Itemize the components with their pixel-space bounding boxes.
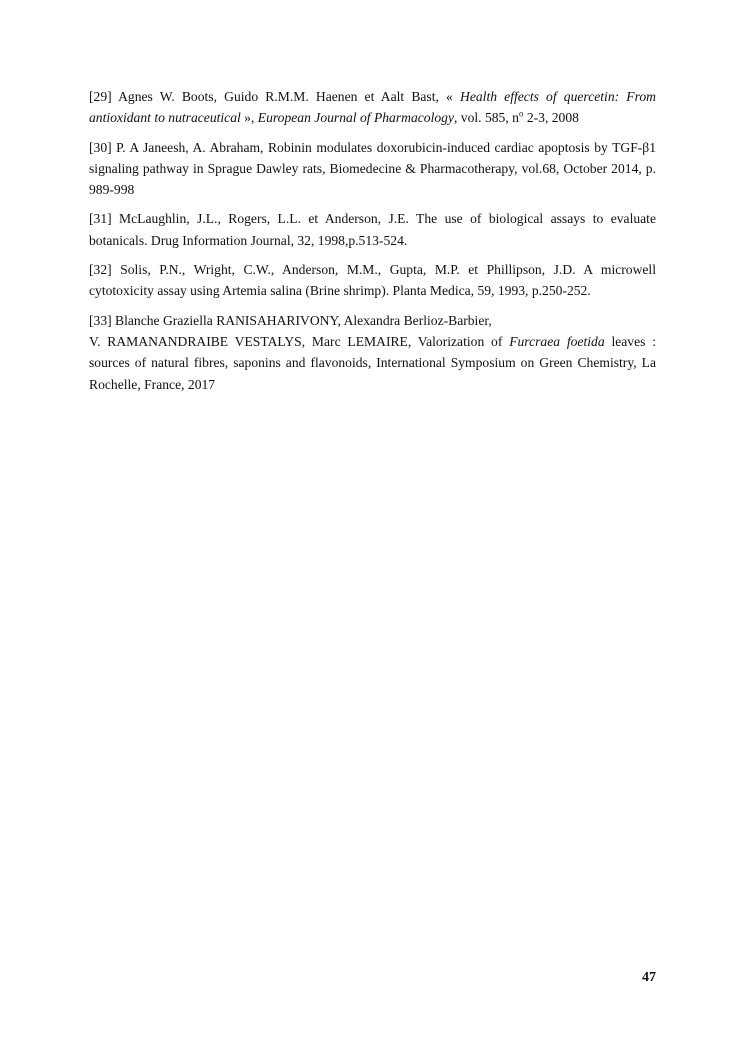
reference-33: [89, 310, 656, 395]
page-number: 47: [642, 970, 656, 985]
reference-29: [89, 86, 656, 129]
reference-29-volume: , vol. 585, n: [453, 110, 519, 126]
reference-33-species: Furcraea foetida: [509, 333, 605, 349]
reference-33-first-line: [33] Blanche Graziella RANISAHARIVONY, Alexandra Berlioz-Barbier,: [89, 312, 492, 328]
reference-29-issue-year: 2-3, 2008: [523, 110, 579, 126]
reference-29-authors: Agnes W. Boots, Guido R.M.M. Haenen et Aalt Bast, «: [118, 89, 461, 104]
reference-33-text-end: leaves : sources of natural fibres, saponins and flavonoids, International Symposium on Green Chemistry, La Rochelle, France, 2017: [89, 333, 656, 392]
reference-33-text: V. RAMANANDRAIBE VESTALYS, Marc LEMAIRE, Valorization of: [89, 333, 510, 349]
reference-29-number: [29]: [89, 89, 112, 104]
reference-list: [89, 86, 656, 403]
reference-29-separator: »,: [240, 110, 258, 126]
reference-31: [31] McLaughlin, J.L., Rogers, L.L. et Anderson, J.E. The use of biological assays to evaluate botanicals. Drug Information Journal, 32, 1998,p.513-524.: [89, 211, 656, 248]
reference-30: [30] P. A Janeesh, A. Abraham, Robinin modulates doxorubicin-induced cardiac apoptosis by TGF-β1 signaling pathway in Sprague Dawley rats, Biomedecine & Pharmacotherapy, vol.68, October 2014, p. 989-998: [89, 139, 656, 198]
reference-29-title: Health effects of quercetin: From antioxidant to nutraceutical: [89, 89, 656, 126]
reference-29-journal: European Journal of Pharmacology: [257, 110, 454, 126]
reference-32: [32] Solis, P.N., Wright, C.W., Anderson, M.M., Gupta, M.P. et Phillipson, J.D. A microwell cytotoxicity assay using Artemia salina (Brine shrimp). Planta Medica, 59, 1993, p.250-252.: [89, 262, 656, 299]
reference-29-superscript: o: [518, 108, 524, 119]
